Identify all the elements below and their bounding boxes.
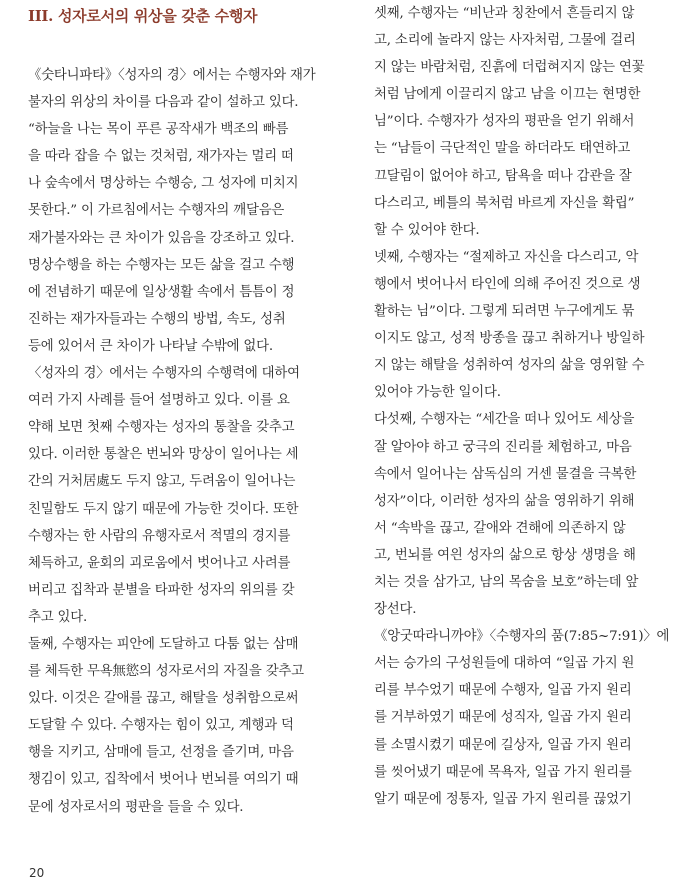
text-line: 치는 것을 삼가고, 남의 목숨을 보호”하는데 앞 <box>374 574 639 590</box>
text-line: 행에서 벗어나서 타인에 의해 주어진 것으로 생 <box>374 276 641 292</box>
text-line: 잘 알아야 하고 궁극의 진리를 체험하고, 마음 <box>374 439 632 455</box>
text-line: 활하는 님”이다. 그렇게 되려면 누구에게도 묶 <box>374 304 635 320</box>
text-line: 넷째, 수행자는 “절제하고 자신을 다스리고, 악 <box>374 249 639 265</box>
text-line: 도달할 수 있다. 수행자는 힘이 있고, 계행과 덕 <box>28 718 294 734</box>
text-line: 끄달림이 없어야 하고, 탐욕을 떠나 감관을 잘 <box>374 168 632 184</box>
text-line: 명상수행을 하는 수행자는 모든 삶을 걸고 수행 <box>28 257 295 273</box>
text-line: 체득하고, 윤회의 괴로움에서 벗어나고 사려를 <box>28 555 291 571</box>
right-column <box>374 0 678 813</box>
left-column-body <box>28 62 340 821</box>
text-line: 서는 승가의 구성원들에 대하여 “일곱 가지 원 <box>374 656 635 672</box>
text-line: 행을 지키고, 삼매에 들고, 선정을 즐기며, 마음 <box>28 745 294 761</box>
text-line: 못한다.” 이 가르침에서는 수행자의 깨달음은 <box>28 203 285 219</box>
text-line: 간의 거처居處도 두지 않고, 두려움이 일어나는 <box>28 474 296 490</box>
text-line: 지 않는 바람처럼, 진흙에 더럽혀지지 않는 연꽃 <box>374 60 645 76</box>
text-line: 를 체득한 무욕無慾의 성자로서의 자질을 갖추고 <box>28 664 304 680</box>
text-line: 서 “속박을 끊고, 갈애와 견해에 의존하지 않 <box>374 520 626 536</box>
text-line: 《앙굿따라니까야》〈수행자의 품(7:85~7:91)〉에 <box>374 629 670 645</box>
text-line: “하늘을 나는 목이 푸른 공작새가 백조의 빠름 <box>28 122 289 138</box>
text-line: 나 숲속에서 명상하는 수행승, 그 성자에 미치지 <box>28 176 299 192</box>
text-line: 지 않는 해탈을 성취하여 성자의 삶을 영위할 수 <box>374 358 645 374</box>
text-line: 버리고 집착과 분별을 타파한 성자의 위의를 갖 <box>28 582 295 598</box>
text-line: 다섯째, 수행자는 “세간을 떠나 있어도 세상을 <box>374 412 635 428</box>
text-line: 를 소멸시켰기 때문에 길상자, 일곱 가지 원리 <box>374 737 632 753</box>
text-line: 진하는 재가자들과는 수행의 방법, 속도, 성취 <box>28 311 286 327</box>
text-line: 리를 부수었기 때문에 수행자, 일곱 가지 원리 <box>374 683 632 699</box>
right-column-body <box>374 0 678 813</box>
text-line: 수행자는 한 사람의 유행자로서 적멸의 경지를 <box>28 528 291 544</box>
text-line: 있다. 이것은 갈애를 끊고, 해탈을 성취함으로써 <box>28 691 299 707</box>
text-line: 등에 있어서 큰 차이가 나타날 수밖에 없다. <box>28 338 273 354</box>
text-line: 여러 가지 사례를 들어 설명하고 있다. 이를 요 <box>28 393 290 409</box>
section-title: III. 성자로서의 위상을 갖춘 수행자 <box>28 7 258 25</box>
left-column <box>28 0 340 821</box>
text-line: 있어야 가능한 일이다. <box>374 385 501 401</box>
text-line: 를 씻어냈기 때문에 목욕자, 일곱 가지 원리를 <box>374 764 632 780</box>
text-line: 처럼 남에게 이끌리지 않고 남을 이끄는 현명한 <box>374 87 641 103</box>
text-line: 재가불자와는 큰 차이가 있음을 강조하고 있다. <box>28 230 295 246</box>
text-line: 문에 성자로서의 평판을 들을 수 있다. <box>28 799 244 815</box>
text-line: 있다. 이러한 통찰은 번뇌와 망상이 일어나는 세 <box>28 447 299 463</box>
text-line: 장선다. <box>374 602 417 618</box>
text-line: 둘째, 수행자는 피안에 도달하고 다툼 없는 삼매 <box>28 636 299 652</box>
text-line: 를 거부하였기 때문에 성직자, 일곱 가지 원리 <box>374 710 632 726</box>
text-line: 에 전념하기 때문에 일상생활 속에서 틈틈이 정 <box>28 284 295 300</box>
text-line: 불자의 위상의 차이를 다음과 같이 설하고 있다. <box>28 95 299 111</box>
text-line: 추고 있다. <box>28 609 88 625</box>
page-number: 20 <box>29 866 45 880</box>
text-line: 는 “남들이 극단적인 말을 하더라도 태연하고 <box>374 141 631 157</box>
text-line: 셋째, 수행자는 “비난과 칭찬에서 흔들리지 않 <box>374 6 635 21</box>
text-line: 이지도 않고, 성적 방종을 끊고 취하거나 방일하 <box>374 331 645 347</box>
text-line: 《숫타니파타》〈성자의 경〉에서는 수행자와 재가 <box>28 68 316 83</box>
text-line: 챙김이 있고, 집착에서 벗어나 번뇌를 여의기 때 <box>28 772 299 788</box>
text-line: 님”이다. 수행자가 성자의 평판을 얻기 위해서 <box>374 114 635 130</box>
text-line: 할 수 있어야 한다. <box>374 222 480 238</box>
text-line: 알기 때문에 정통자, 일곱 가지 원리를 끊었기 <box>374 791 632 807</box>
text-line: 다스리고, 베틀의 북처럼 바르게 자신을 확립” <box>374 195 635 211</box>
text-line: 친밀함도 두지 않기 때문에 가능한 것이다. 또한 <box>28 501 299 517</box>
text-line: 〈성자의 경〉에서는 수행자의 수행력에 대하여 <box>28 366 300 382</box>
text-line: 고, 번뇌를 여읜 성자의 삶으로 항상 생명을 해 <box>374 547 636 563</box>
text-line: 성자”이다, 이러한 성자의 삶을 영위하기 위해 <box>374 493 635 509</box>
text-line: 고, 소리에 놀라지 않는 사자처럼, 그물에 걸리 <box>374 33 636 49</box>
text-line: 약해 보면 첫째 수행자는 성자의 통찰을 갖추고 <box>28 420 295 436</box>
text-line: 을 따라 잡을 수 없는 것처럼, 재가자는 멀리 떠 <box>28 149 294 165</box>
text-line: 속에서 일어나는 삼독심의 거센 물결을 극복한 <box>374 466 637 482</box>
